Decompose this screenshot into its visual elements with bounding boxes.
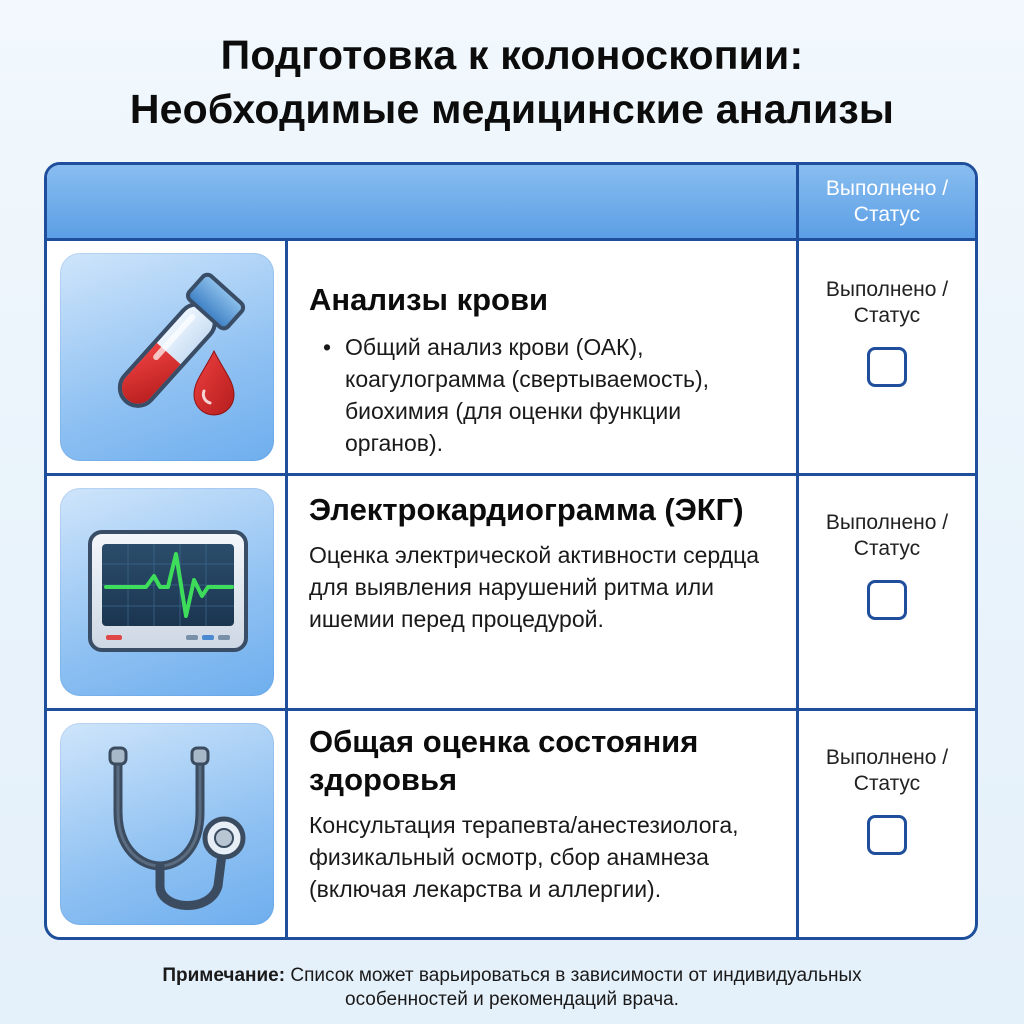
- row-title: Электрокардиограмма (ЭКГ): [309, 492, 744, 527]
- table-row-blood-tests: [47, 241, 975, 473]
- row-description: Консультация терапевта/анестезиолога, физикальный осмотр, сбор анамнеза (включая лекарства и аллергии).: [309, 812, 739, 902]
- footnote-text: Список может варьироваться в зависимости от индивидуальных: [290, 965, 862, 986]
- status-checkbox[interactable]: [867, 347, 907, 387]
- footnote-label: Примечание:: [162, 965, 286, 986]
- row-status: [799, 277, 975, 387]
- row-content: [309, 281, 779, 459]
- ecg-monitor-icon: [60, 488, 274, 696]
- checklist-table: [44, 162, 978, 940]
- page-title: [0, 28, 1024, 136]
- row-title: Общая оценка состояния здоровья: [309, 724, 699, 797]
- row-bullet-item: • Общий анализ крови (ОАК), коагулограмма (свертываемость), биохимия (для оценки функции органов).: [309, 331, 779, 459]
- header-status-label: Выполнено / Статус: [825, 176, 949, 226]
- page-title-line-2: Необходимые медицинские анализы: [129, 86, 895, 132]
- row-status: [799, 510, 975, 620]
- table-row-health-assessment: [47, 711, 975, 937]
- row-status: [799, 745, 975, 855]
- row-content: [309, 491, 779, 635]
- row-content: [309, 723, 779, 905]
- stethoscope-icon: [60, 723, 274, 925]
- test-tube-blood-drop-icon: [60, 253, 274, 461]
- table-row-ecg: [47, 476, 975, 708]
- row-description: Оценка электрической активности сердца для выявления нарушений ритма или ишемии перед процедурой.: [309, 542, 760, 632]
- page-title-line-1: Подготовка к колоноскопии:: [220, 32, 804, 78]
- status-label: Выполнено / Статус: [825, 511, 949, 560]
- footnote-text-line-2: особенностей и рекомендаций врача.: [345, 989, 679, 1010]
- status-label: Выполнено / Статус: [825, 746, 949, 795]
- table-header: [47, 165, 975, 241]
- status-label: Выполнено / Статус: [825, 278, 949, 327]
- row-title: Анализы крови: [309, 282, 549, 317]
- status-checkbox[interactable]: [867, 580, 907, 620]
- status-checkbox[interactable]: [867, 815, 907, 855]
- footnote: [0, 964, 1024, 1012]
